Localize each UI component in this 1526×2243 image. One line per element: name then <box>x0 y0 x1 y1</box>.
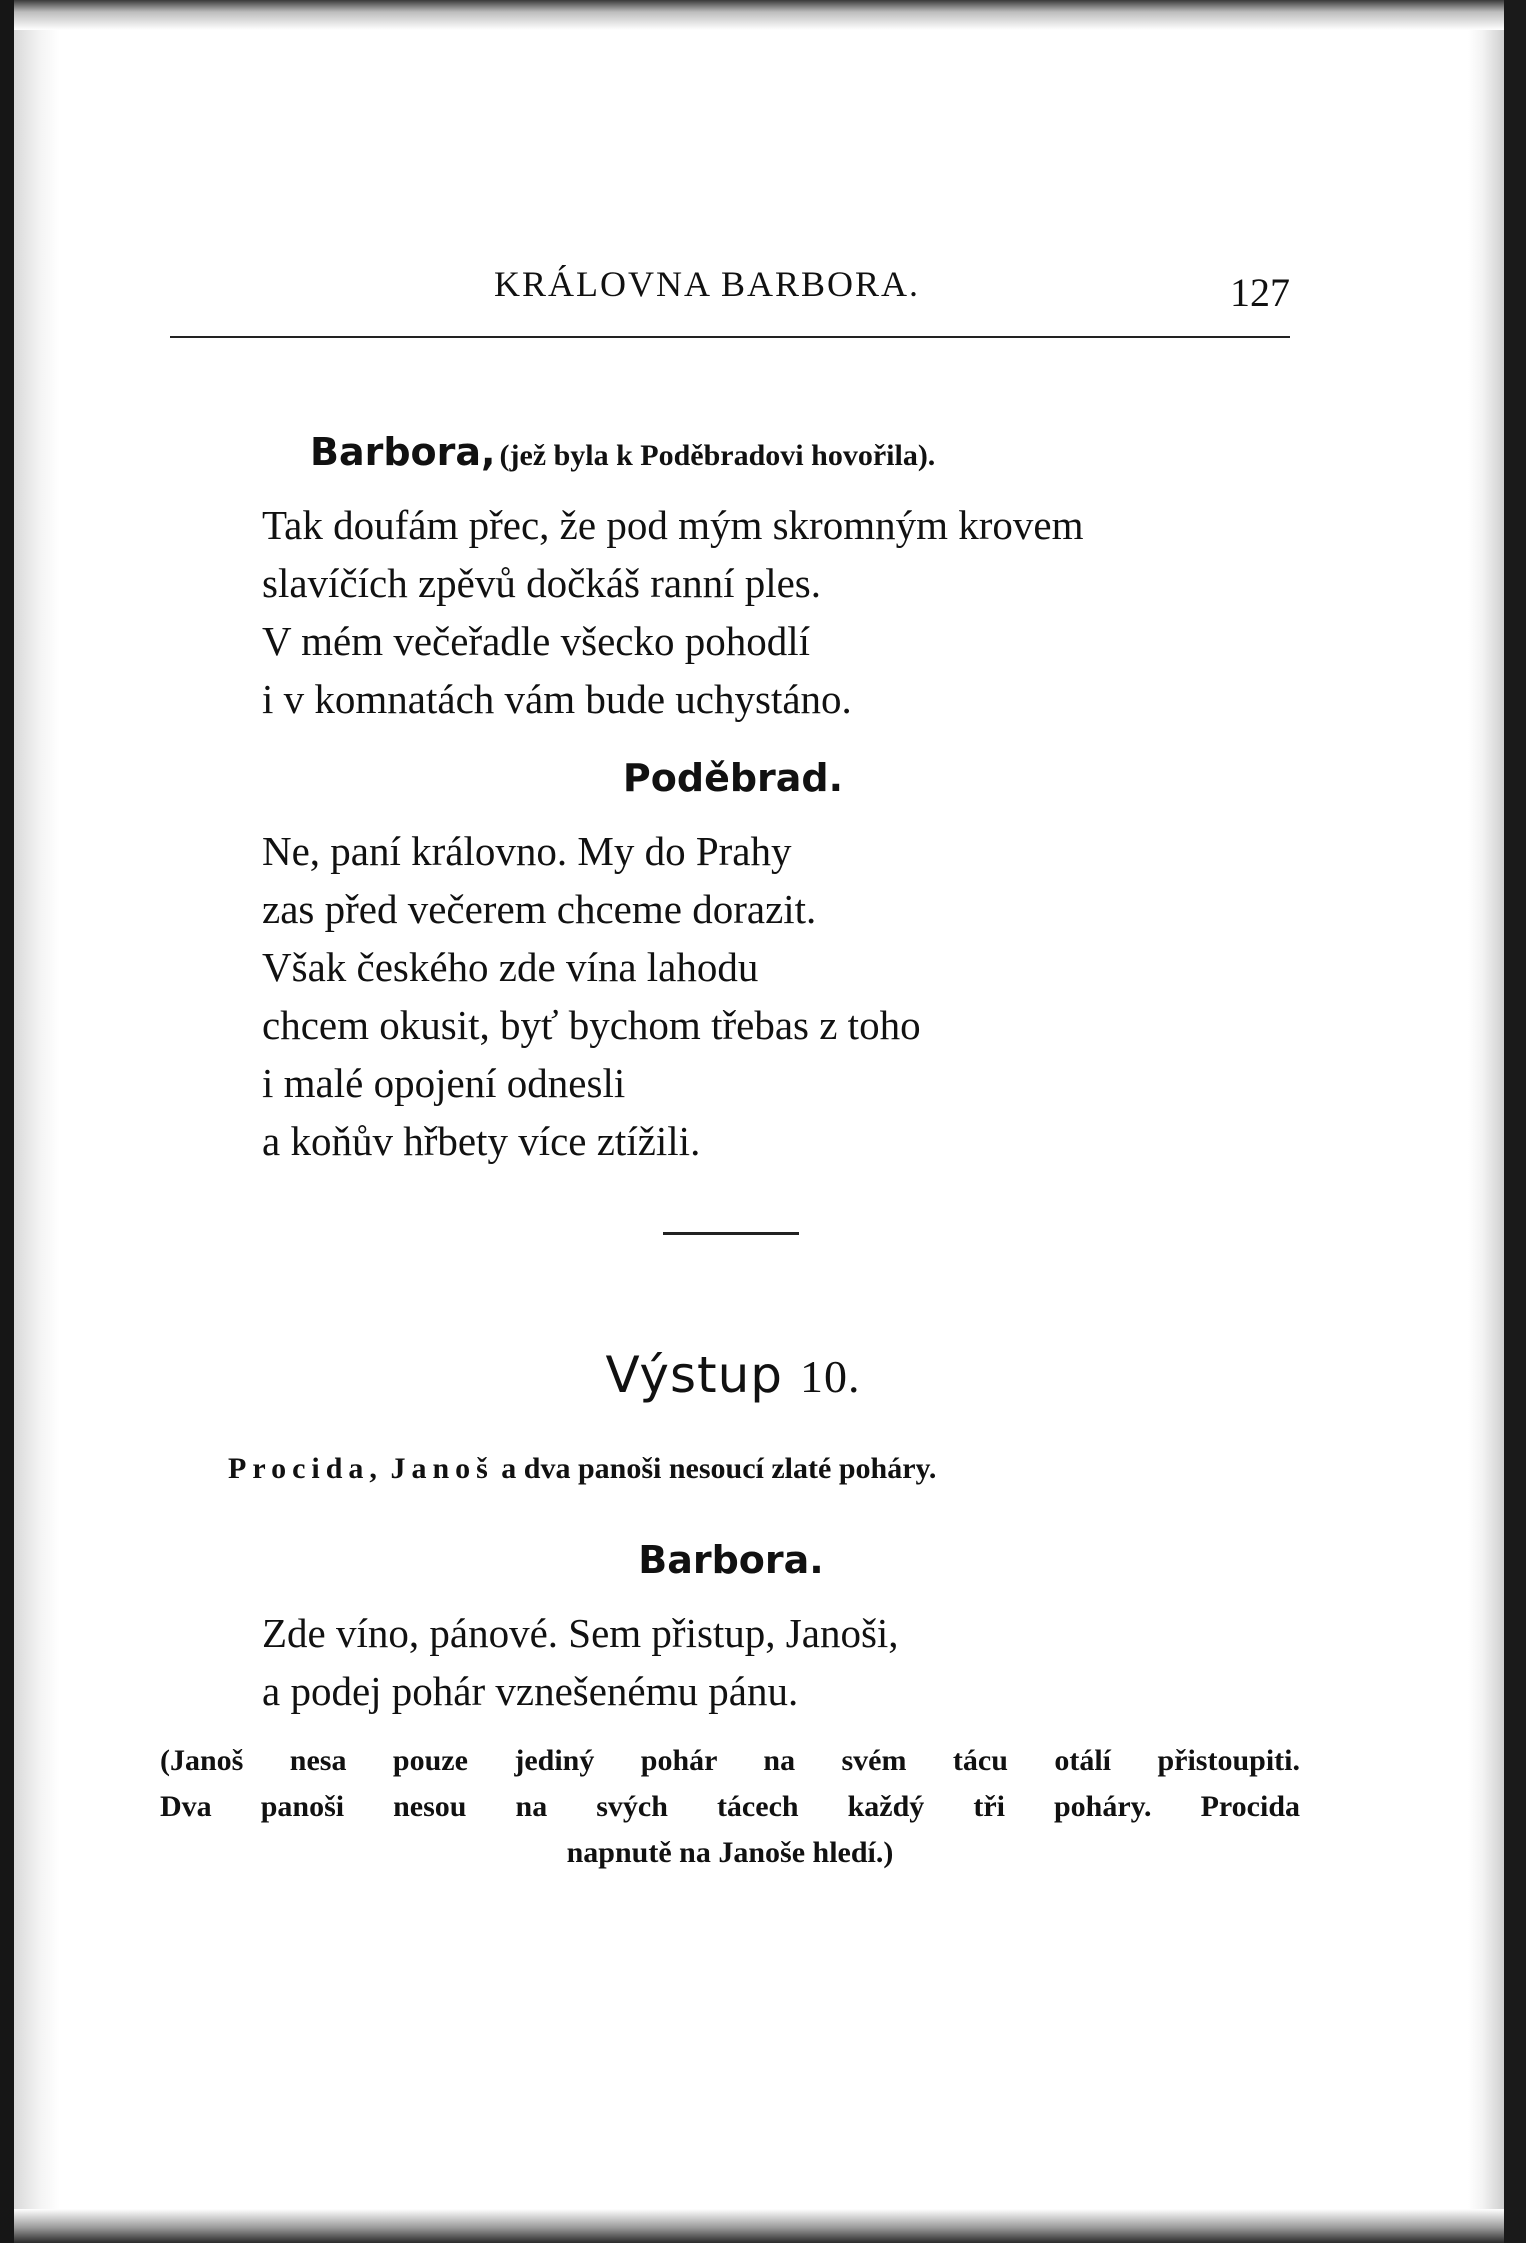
verse-line: a koňův hřbety více ztížili. <box>262 1118 701 1164</box>
running-title: KRÁLOVNA BARBORA. <box>494 264 921 304</box>
verse-line: V mém večeřadle všecko pohodlí <box>262 618 811 664</box>
scene-cast-list <box>228 1452 936 1486</box>
verse-line: zas před večerem chceme dorazit. <box>262 886 817 932</box>
verse-line: chcem okusit, byť bychom třebas z toho <box>262 1002 921 1048</box>
scene-title <box>0 1346 1466 1404</box>
section-divider <box>663 1232 799 1235</box>
speaker-heading-barbora <box>310 430 935 474</box>
page-number: 127 <box>1230 270 1290 315</box>
cast-name: Procida, <box>228 1452 383 1485</box>
verse-line: slavíčích zpěvů dočkáš ranní ples. <box>262 560 822 606</box>
stage-direction-line: (Janoš nesa pouze jediný pohár na svém tácu otálí přistoupiti. <box>160 1744 1300 1777</box>
scene-title-word: Výstup <box>605 1346 784 1404</box>
stage-direction-inline: (jež byla k Poděbradovi hovořila). <box>499 439 936 472</box>
running-head <box>170 255 1290 315</box>
stage-direction-line: Dva panoši nesou na svých tácech každý tři poháry. Procida <box>160 1790 1300 1823</box>
stage-direction-line: napnutě na Janoše hledí.) <box>566 1836 894 1869</box>
speaker-heading-barbora: Barbora. <box>638 1538 824 1582</box>
verse-line: i malé opojení odnesli <box>262 1060 626 1106</box>
scan-edge-bottom <box>14 2209 1504 2243</box>
scan-edge-left <box>0 0 14 2243</box>
scan-edge-right <box>1504 0 1526 2243</box>
stage-direction-block <box>160 1738 1300 1876</box>
scan-edge-top <box>14 0 1504 30</box>
verse-line: Tak doufám přec, že pod mým skromným krovem <box>262 502 1084 548</box>
verse-line: a podej pohár vznešenému pánu. <box>262 1668 799 1714</box>
page-shadow-right <box>1468 0 1504 2243</box>
scene-title-number: 10. <box>799 1351 861 1402</box>
cast-name: Janoš <box>390 1452 494 1485</box>
verse-line: Zde víno, pánové. Sem přistup, Janoši, <box>262 1610 899 1656</box>
verse-line: Však českého zde vína lahodu <box>262 944 759 990</box>
speaker-name: Barbora, <box>310 430 496 474</box>
speaker-heading-podebrad: Poděbrad. <box>622 756 844 800</box>
cast-rest: a dva panoši nesoucí zlaté poháry. <box>501 1452 937 1485</box>
verse-line: Ne, paní královno. My do Prahy <box>262 828 792 874</box>
header-rule <box>170 336 1290 338</box>
page-shadow-left <box>14 0 60 2243</box>
verse-line: i v komnatách vám bude uchystáno. <box>262 676 852 722</box>
